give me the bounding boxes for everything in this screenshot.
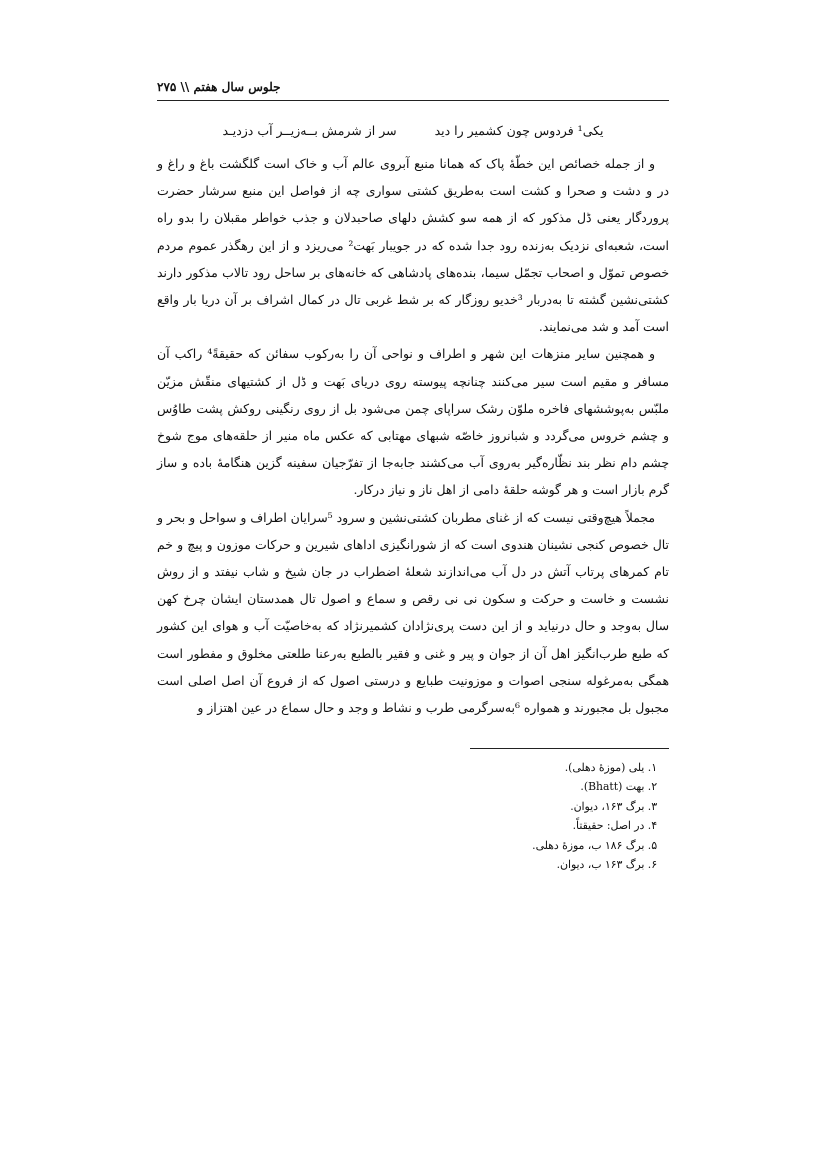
running-header: جلوس سال هفتم \\ ۲۷۵: [157, 80, 281, 94]
footnote-3: ۳. برگ ۱۶۳، دیوان.: [570, 799, 657, 813]
footnote-1: ۱. یلی (موزهٔ دهلی).: [564, 761, 657, 774]
poem-verse: [157, 121, 669, 141]
footnote-4: ۴. در اصل: حقیقتاً.: [572, 819, 657, 833]
verse-right-hemistich: یکی¹ فردوس چون کشمیر را دید: [434, 123, 604, 138]
footnote-separator: [470, 748, 669, 749]
footnotes-list: [157, 758, 657, 874]
verse-left-hemistich: سر از شرمش بــه‌زیــر آب دزدیـد: [222, 123, 397, 138]
footnote-5: ۵. برگ ۱۸۶ ب، موزهٔ دهلی.: [532, 838, 657, 852]
paragraph-2: و همچنین سایر منزهات این شهر و اطراف و نواحی آن را به‌رکوب سفائن که حقیقةً⁴ راکب آن مسافر و مقیم است سیر می‌کنند چنانچه پیوسته روی دریای بَهت و ڈل از کشتیهای منقّش مزیّن ملبّس به‌پوششهای فاخره ملوّن رشک سراپای چمن می‌شود بل از روی رنگینی روکش پشت طاوُس و چشم خروس می‌گردد و شبانروز خاصّه شبهای مهتابی که عکس ماه منیر از حلقه‌های موج شوخ چشم دام نظر بند نظّاره‌گیر به‌روی آب می‌کشند جابه‌جا از تفرّجیان سفینه گزین هنگامهٔ باده و ساز گرم بازار است و هر گوشه حلقهٔ دامی از اهل ناز و نیاز درکار.: [157, 346, 669, 498]
paragraph-3: مجملاً هیچ‌وقتی نیست که از غنای مطربان کشتی‌نشین و سرود ⁵سرایان اطراف و سواحل و بحر و تال خصوص کنجی نشینان هندوی است که از شورانگیزی اداهای شیرین و حرکات موزون و پیچ و خم تام کمرهای پرتاب آتش در دل آب می‌اندازند شعلهٔ اضطراب در جان شیخ و شاب نیفتد و از روش نشست و خاست و حرکت و سکون نی نی رقص و سماع و اصول تال همدستان ایشان چرخ کهن سال به‌وجد و حال درنیاید و از این دست پری‌نژادان کشمیرنژاد که به‌خاصیّت آب و هوای این کشور که طبع طرب‌انگیز اهل آن از جوان و پیر و غنی و فقیر بالطبع به‌رعنا طلعتی مخلوق و مفطور است همگی به‌مرغوله سنجی اصوات و موزونیت طبایع و درستی اصول که از فروع آن اصل اصلی است مجبول بل مجبورند و همواره ⁶به‌سرگرمی طرب و نشاط و وجد و حال سماع در عین اهتزاز و: [157, 509, 669, 716]
footnote-2: ۲. بهت (Bhatt).: [580, 780, 657, 794]
header-rule: [157, 100, 669, 101]
footnote-6: ۶. برگ ۱۶۳ ب، دیوان.: [556, 858, 657, 872]
paragraph-1: و از جمله خصائص این خطّهٔ پاک که همانا منبع آبروی عالم آب و خاک است گلگشت باغ و راغ و در و دشت و صحرا و کشت است به‌طریق کشتی سواری چه از فواصل این منبع سرشار حضرت پروردگار یعنی ڈل مذکور که از همه سو کشش دلهای صاحبدلان و جذب خواطر مقبلان را بدو راه است، شعبه‌ای نزدیک به‌زنده رود جدا شده که در جویبار بَهت² می‌ریزد و از این رهگذر عموم مردم خصوص تموّل و اصحاب تجمّل سیما، بنده‌های پادشاهی که خانه‌های بر ساحل رود تالاب مذکور دارند کشتی‌نشین گشته تا به‌دربار ³خدیو روزگار که بر شط غربی تال در کمال اشراف بر آن دریا بار واقع است آمد و شد می‌نمایند.: [157, 156, 670, 335]
main-body-text: [157, 150, 669, 721]
